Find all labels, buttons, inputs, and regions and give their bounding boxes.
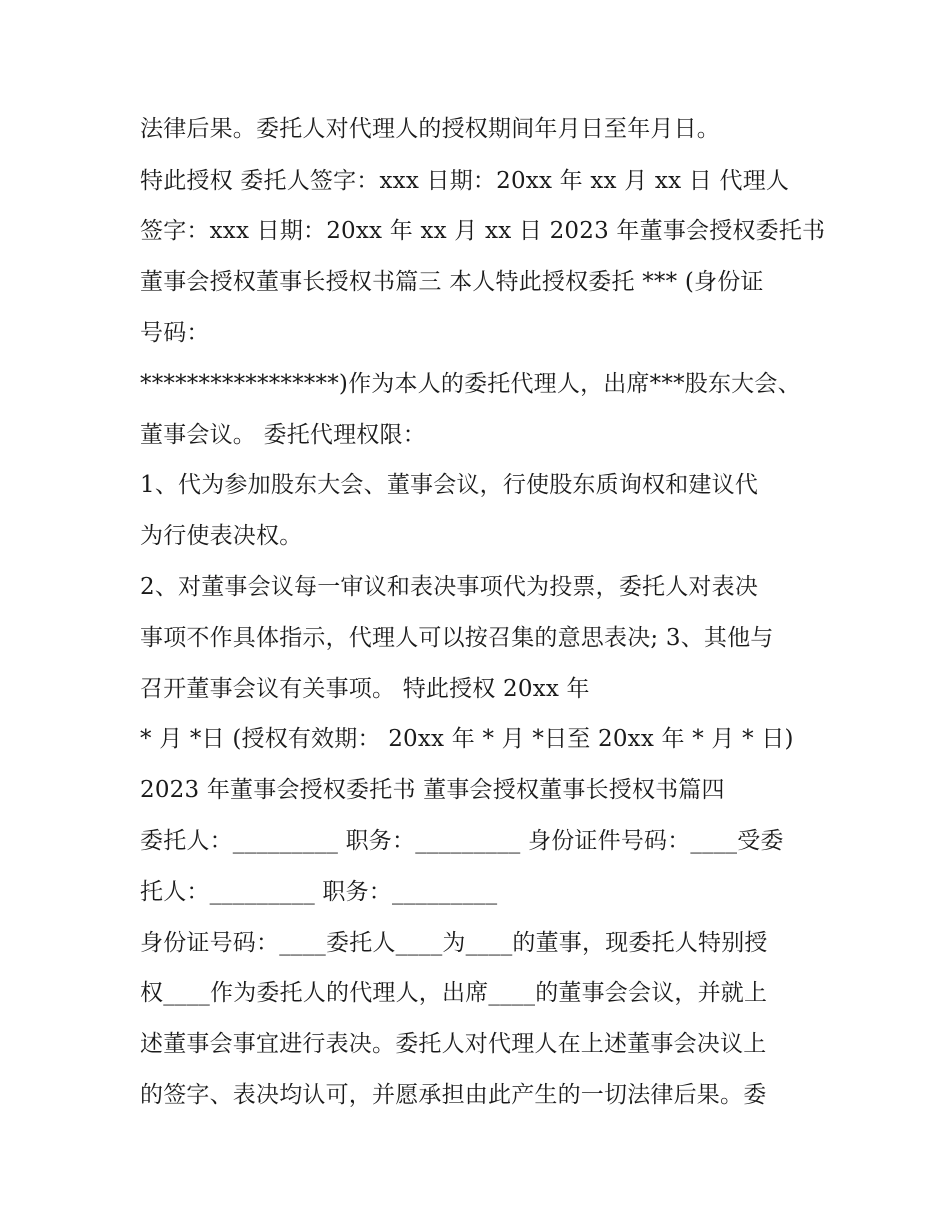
text-line: 法律后果。委托人对代理人的授权期间年月日至年月日。 (140, 116, 720, 142)
text-line: 董事会议。 委托代理权限： (140, 422, 426, 448)
text-line: 身份证号码：____委托人____为____的董事，现委托人特别授 (140, 930, 768, 956)
text-line: 号码： (140, 320, 210, 346)
text-line: 董事会授权董事长授权书篇三 本人特此授权委托 *** (身份证 (140, 269, 764, 295)
text-line: 1、代为参加股东大会、董事会议，行使股东质询权和建议代 (140, 472, 759, 498)
text-line: 召开董事会议有关事项。 特此授权 20xx 年 (140, 676, 590, 702)
text-line: 为行使表决权。 (140, 523, 303, 549)
text-line: 托人：_________ 职务：_________ (140, 879, 498, 905)
text-line: 2、对董事会议每一审议和表决事项代为投票，委托人对表决 (140, 574, 759, 600)
text-line: 权____作为委托人的代理人，出席____的董事会会议，并就上 (140, 980, 768, 1006)
text-line: 事项不作具体指示，代理人可以按召集的意思表决; 3、其他与 (140, 625, 774, 651)
text-line: 的签字、表决均认可，并愿承担由此产生的一切法律后果。委 (140, 1082, 767, 1108)
text-line: * 月 *日 (授权有效期： 20xx 年 * 月 *日至 20xx 年 * 月 * 日) (140, 726, 794, 752)
text-line: 2023 年董事会授权委托书 董事会授权董事长授权书篇四 (140, 777, 725, 803)
text-line: *****************)作为本人的委托代理人，出席***股东大会、 (140, 371, 801, 397)
text-line: 委托人：_________ 职务：_________ 身份证件号码：____受委 (140, 828, 784, 854)
text-line: 签字：xxx 日期：20xx 年 xx 月 xx 日 2023 年董事会授权委托书 (140, 218, 826, 244)
text-line: 特此授权 委托人签字：xxx 日期：20xx 年 xx 月 xx 日 代理人 (140, 168, 790, 194)
text-line: 述董事会事宜进行表决。委托人对代理人在上述董事会决议上 (140, 1031, 767, 1057)
